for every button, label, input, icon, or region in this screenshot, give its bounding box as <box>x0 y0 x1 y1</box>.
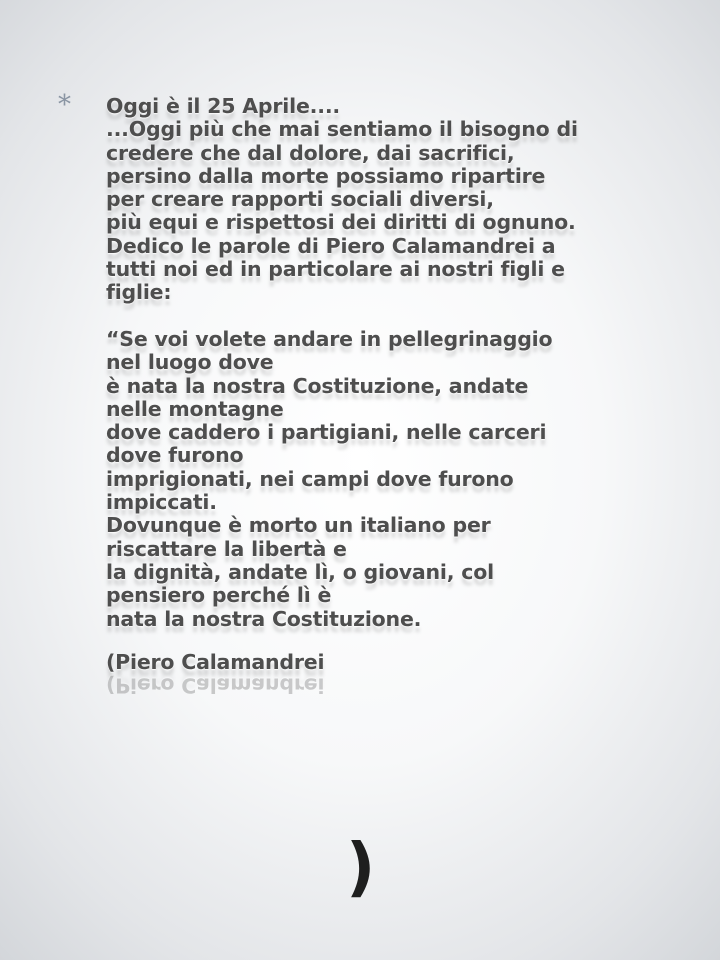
text-line: persino dalla morte possiamo ripartire <box>106 163 546 188</box>
quote-line: Dovunque è morto un italiano per <box>106 513 491 538</box>
text-line: più equi e rispettosi dei diritti di ognuno. <box>106 210 576 235</box>
slide-text-body <box>106 94 706 698</box>
quote-line: impiccati. <box>106 490 217 515</box>
blank-line <box>106 305 706 328</box>
text-line: credere che dal dolore, dai sacrifici, <box>106 140 515 165</box>
quote-line: nel luogo dove <box>106 350 274 375</box>
text-line: ...Oggi più che mai sentiamo il bisogno di <box>106 117 578 142</box>
text-line: figlie: <box>106 280 172 305</box>
closing-parenthesis: ) <box>346 831 376 905</box>
quote-line: la dignità, andate lì, o giovani, col <box>106 559 494 584</box>
quote-line: pensiero perché lì è <box>106 583 332 608</box>
quote-line: “Se voi volete andare in pellegrinaggio <box>106 326 553 351</box>
signature-reflection: (Piero Calamandrei <box>106 673 325 698</box>
quote-line: imprigionati, nei campi dove furono <box>106 466 514 491</box>
signature <box>106 649 706 698</box>
quote-line: riscattare la libertà e <box>106 536 347 561</box>
quote-line: dove furono <box>106 443 244 468</box>
text-line: per creare rapporti sociali diversi, <box>106 187 494 212</box>
text-line: tutti noi ed in particolare ai nostri figli e <box>106 257 565 282</box>
bullet-asterisk-icon: * <box>58 90 71 120</box>
signature-text: (Piero Calamandrei <box>106 649 325 674</box>
text-line: Oggi è il 25 Aprile.... <box>106 94 340 118</box>
quote-line: nata la nostra Costituzione. <box>106 606 422 631</box>
quote-line: dove caddero i partigiani, nelle carceri <box>106 420 547 445</box>
text-line: Dedico le parole di Piero Calamandrei a <box>106 233 556 258</box>
quote-line: nelle montagne <box>106 396 284 421</box>
quote-line: è nata la nostra Costituzione, andate <box>106 373 529 398</box>
